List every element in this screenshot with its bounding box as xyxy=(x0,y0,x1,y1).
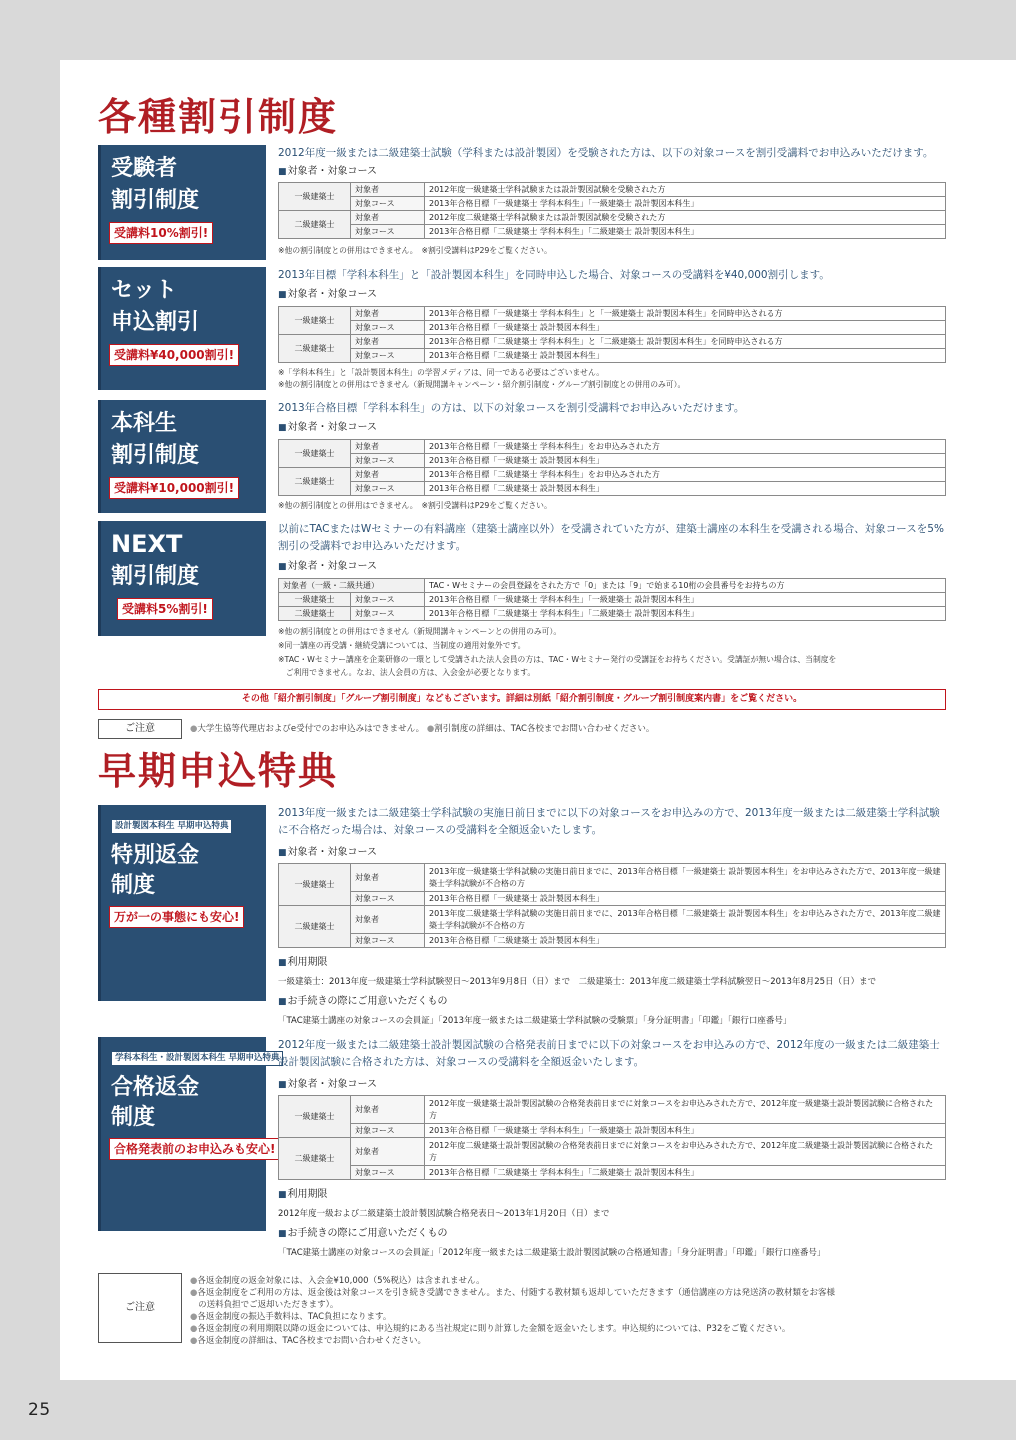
group-cell: 二級建築士 xyxy=(279,335,351,363)
role-cell: 対象コース xyxy=(351,593,425,607)
discount-block-student xyxy=(98,400,946,515)
note-line: ※他の割引制度との併用はできません。 ※割引受講料はP29をご覧ください。 xyxy=(278,246,552,255)
discount-badge: 受講料5%割引! xyxy=(117,598,213,620)
bullet-icon: ● xyxy=(190,1288,198,1298)
discount-badge: 受講料¥10,000割引! xyxy=(109,477,239,499)
role-cell: 対象コース xyxy=(351,197,425,211)
table-row xyxy=(279,454,946,468)
table-row xyxy=(279,183,946,197)
content-cell: 2013年合格目標「二級建築士 学科本科生」「二級建築士 設計製図本科生」 xyxy=(425,225,946,239)
content-cell: 2012年度二級建築士学科試験または設計製図試験を受験された方 xyxy=(425,211,946,225)
target-table xyxy=(278,1095,946,1180)
subhead: ■利用期限 xyxy=(278,957,328,968)
table-row xyxy=(279,335,946,349)
role-cell: 対象コース xyxy=(351,321,425,335)
discount-block-next xyxy=(98,521,946,683)
panel-title-line: 申込割引 xyxy=(111,310,200,335)
block-panel xyxy=(98,145,266,260)
role-cell: 対象者 xyxy=(351,1138,425,1166)
caution-item: ●各返金制度の返金対象には、入会金¥10,000（5%税込）は含まれません。 xyxy=(190,1276,485,1286)
lead-text: 2013年度一級または二級建築士学科試験の実施日前日までに以下の対象コースをお申込みの方で、2013年度一級または二級建築士学科試験に不合格だった場合は、対象コースの受講料を全額返金いたします。 xyxy=(278,807,940,836)
caution-item: の送料負担でご返却いただきます）。 xyxy=(198,1300,339,1310)
block-panel xyxy=(98,521,266,636)
caution-item: ●各返金制度の利用期限以降の返金については、申込規約にある当社規定に則り計算した金額を返金いたします。申込規約については、P32をご覧ください。 xyxy=(190,1324,791,1334)
early-badge: 万が一の事態にも安心! xyxy=(109,906,244,928)
lead-text: 以前にTACまたはWセミナーの有料講座（建築士講座以外）を受講されていた方が、建築士講座の本科生を受講される場合、対象コースを5%割引の受講料でお申込みいただけます。 xyxy=(278,523,944,552)
bullet-icon: ● xyxy=(190,1276,198,1286)
early-badge: 合格発表前のお申込みも安心! xyxy=(109,1138,280,1160)
table-row xyxy=(279,197,946,211)
content-cell: 2013年合格目標「二級建築士 学科本科生」「二級建築士 設計製図本科生」 xyxy=(425,607,946,621)
caution-item: ●各返金制度の詳細は、TAC各校までお問い合わせください。 xyxy=(190,1336,427,1346)
group-cell: 一級建築士 xyxy=(279,440,351,468)
page-number: 25 xyxy=(28,1400,51,1420)
content-cell: 2013年合格目標「二級建築士 学科本科生」「二級建築士 設計製図本科生」 xyxy=(425,1166,946,1180)
panel-title-line: 制度 xyxy=(111,1105,156,1130)
subhead: ■利用期限 xyxy=(278,1189,328,1200)
panel-title-line: セット xyxy=(111,278,178,303)
group-cell: 二級建築士 xyxy=(279,906,351,948)
role-cell: 対象コース xyxy=(351,607,425,621)
group-cell: 二級建築士 xyxy=(279,1138,351,1180)
role-cell: 対象コース xyxy=(351,1166,425,1180)
early-block-special-refund xyxy=(98,805,946,1031)
target-table xyxy=(278,578,946,621)
role-cell: 対象者 xyxy=(351,307,425,321)
group-cell: 二級建築士 xyxy=(279,468,351,496)
role-cell: 対象コース xyxy=(351,934,425,948)
role-cell: 対象コース xyxy=(351,225,425,239)
table-row xyxy=(279,482,946,496)
subhead: ■対象者・対象コース xyxy=(278,561,378,572)
subhead: ■対象者・対象コース xyxy=(278,289,378,300)
block-panel xyxy=(98,267,266,390)
table-row xyxy=(279,321,946,335)
table-row xyxy=(279,593,946,607)
content-cell: 2012年度二級建築士設計製図試験の合格発表前日までに対象コースをお申込みされた方で、2012年度二級建築士設計製図試験に合格された方 xyxy=(425,1138,946,1166)
content-cell: 2013年合格目標「二級建築士 設計製図本科生」 xyxy=(425,482,946,496)
content-cell: 2013年合格目標「一級建築士 学科本科生」と「一級建築士 設計製図本科生」を同時申込される方 xyxy=(425,307,946,321)
discount-badge: 受講料10%割引! xyxy=(109,222,213,244)
lead-text: 2012年度一級または二級建築士設計製図試験の合格発表前日までに以下の対象コースをお申込みの方で、2012年度の一級または二級建築士設計製図試験に合格された方は、対象コースの受講料を全額返金いたします。 xyxy=(278,1039,940,1068)
table-row xyxy=(279,1138,946,1166)
group-cell: 一級建築士 xyxy=(279,183,351,211)
group-cell: 一級建築士 xyxy=(279,864,351,906)
role-cell: 対象コース xyxy=(351,892,425,906)
block-panel xyxy=(98,400,266,513)
table-row xyxy=(279,906,946,934)
docs-text: 「TAC建築士講座の対象コースの会員証」「2013年度一級または二級建築士学科試験の受験票」「身分証明書」「印鑑」「銀行口座番号」 xyxy=(278,1016,792,1026)
table-row xyxy=(279,579,946,593)
role-cell: 対象者 xyxy=(351,864,425,892)
role-cell: 対象コース xyxy=(351,482,425,496)
docs-text: 「TAC建築士講座の対象コースの会員証」「2012年度一級または二級建築士設計製図試験の合格通知書」「身分証明書」「印鑑」「銀行口座番号」 xyxy=(278,1248,826,1258)
panel-title-line: NEXT xyxy=(111,530,183,558)
note-line: ※他の割引制度との併用はできません（新規開講キャンペーンとの併用のみ可）。 xyxy=(278,627,562,636)
role-cell: 対象者 xyxy=(351,440,425,454)
caution-list xyxy=(190,1275,835,1347)
content-cell: 2013年合格目標「二級建築士 学科本科生」をお申込みされた方 xyxy=(425,468,946,482)
target-table xyxy=(278,306,946,363)
note-line: ※同一講座の再受講・継続受講については、当制度の適用対象外です。 xyxy=(278,641,526,650)
group-cell: 二級建築士 xyxy=(279,607,351,621)
subhead: ■対象者・対象コース xyxy=(278,422,378,433)
caution-text: ●大学生協等代理店およびe受付でのお申込みはできません。 ●割引制度の詳細は、TAC各校までお問い合わせください。 xyxy=(190,724,655,734)
bullet-icon: ● xyxy=(190,724,198,734)
caution-label: ご注意 xyxy=(98,719,182,739)
group-cell: 二級建築士 xyxy=(279,211,351,239)
group-cell: 一級建築士 xyxy=(279,1096,351,1138)
table-row xyxy=(279,225,946,239)
panel-title-line: 割引制度 xyxy=(111,443,200,468)
table-row xyxy=(279,1096,946,1124)
role-cell: 対象コース xyxy=(351,1124,425,1138)
table-row xyxy=(279,607,946,621)
role-cell: 対象者 xyxy=(351,1096,425,1124)
content-cell: 2013年合格目標「二級建築士 設計製図本科生」 xyxy=(425,349,946,363)
group-cell: 一級建築士 xyxy=(279,593,351,607)
note-line: ※「学科本科生」と「設計製図本科生」の学習メディアは、同一である必要はございません。 xyxy=(278,368,605,377)
content-cell: 2012年度一級建築士設計製図試験の合格発表前日までに対象コースをお申込みされた方で、2012年度一級建築士設計製図試験に合格された方 xyxy=(425,1096,946,1124)
content-cell: 2013年度一級建築士学科試験の実施日前日までに、2013年合格目標「一級建築士 設計製図本科生」をお申込みされた方で、2013年度一級建築士学科試験が不合格の方 xyxy=(425,864,946,892)
table-row xyxy=(279,864,946,892)
table-row xyxy=(279,1124,946,1138)
period-text: 2012年度一級および二級建築士設計製図試験合格発表日～2013年1月20日（日）まで xyxy=(278,1209,610,1219)
note-line: ※TAC・Wセミナー講座を企業研修の一環として受講された法人会員の方は、TAC・Wセミナー発行の受講証をお持ちください。受講証が無い場合は、当制度を xyxy=(278,655,837,664)
discount-badge: 受講料¥40,000割引! xyxy=(109,344,239,366)
discount-block-set xyxy=(98,267,946,392)
table-row xyxy=(279,934,946,948)
panel-title-line: 特別返金 xyxy=(111,843,200,868)
content-cell: 2013年合格目標「二級建築士 学科本科生」と「二級建築士 設計製図本科生」を同時申込される方 xyxy=(425,335,946,349)
caution-item: ●各返金制度の振込手数料は、TAC負担になります。 xyxy=(190,1312,392,1322)
role-cell: 対象コース xyxy=(351,454,425,468)
target-table xyxy=(278,182,946,239)
note-line: ※他の割引制度との併用はできません（新規開講キャンペーン・紹介割引制度・グループ割引制度との併用のみ可）。 xyxy=(278,380,686,389)
table-row xyxy=(279,468,946,482)
other-discounts-banner: その他「紹介割引制度」「グループ割引制度」などもございます。詳細は別紙「紹介割引制度・グループ割引制度案内書」をご覧ください。 xyxy=(98,689,946,710)
content-cell: 2013年合格目標「一級建築士 学科本科生」をお申込みされた方 xyxy=(425,440,946,454)
content-cell: 2013年合格目標「一級建築士 設計製図本科生」 xyxy=(425,892,946,906)
content-cell: 2013年合格目標「二級建築士 設計製図本科生」 xyxy=(425,934,946,948)
target-table xyxy=(278,863,946,948)
panel-title-line: 割引制度 xyxy=(111,564,200,589)
subhead: ■お手続きの際にご用意いただくもの xyxy=(278,1228,448,1239)
bullet-icon: ● xyxy=(190,1336,198,1346)
group-cell: 一級建築士 xyxy=(279,307,351,335)
panel-title-line: 制度 xyxy=(111,873,156,898)
content-cell: 2013年合格目標「一級建築士 学科本科生」「一級建築士 設計製図本科生」 xyxy=(425,1124,946,1138)
block-panel xyxy=(98,1037,280,1231)
role-cell: 対象コース xyxy=(351,349,425,363)
table-row xyxy=(279,892,946,906)
early-block-pass-refund xyxy=(98,1037,946,1262)
table-row xyxy=(279,211,946,225)
note-line: ※他の割引制度との併用はできません。 ※割引受講料はP29をご覧ください。 xyxy=(278,501,552,510)
lead-text: 2012年度一級または二級建築士試験（学科または設計製図）を受験された方は、以下の対象コースを割引受講料でお申込みいただけます。 xyxy=(278,147,934,159)
content-cell: 2013年合格目標「一級建築士 学科本科生」「一級建築士 設計製図本科生」 xyxy=(425,197,946,211)
table-row xyxy=(279,349,946,363)
table-row xyxy=(279,1166,946,1180)
block-panel xyxy=(98,805,266,1001)
bullet-icon: ● xyxy=(426,724,435,734)
subhead: ■お手続きの際にご用意いただくもの xyxy=(278,996,448,1007)
subhead: ■対象者・対象コース xyxy=(278,166,378,177)
caution-item: ●各返金制度をご利用の方は、返金後は対象コースを引き続き受講できません。また、付随する教材類も返却していただきます（通信講座の方は発送済の教材類をお客様 xyxy=(190,1288,836,1298)
target-table xyxy=(278,439,946,496)
early-tag: 設計製図本科生 早期申込特典 xyxy=(111,819,232,834)
subhead: ■対象者・対象コース xyxy=(278,1079,378,1090)
section-title-discount: 各種割引制度 xyxy=(98,95,339,139)
table-row xyxy=(279,307,946,321)
note-line: ご利用できません。なお、法人会員の方は、入会金が必要となります。 xyxy=(278,668,536,677)
content-cell: 2013年度二級建築士学科試験の実施日前日までに、2013年合格目標「二級建築士 設計製図本科生」をお申込みされた方で、2013年度二級建築士学科試験が不合格の方 xyxy=(425,906,946,934)
caution-label: ご注意 xyxy=(98,1273,182,1343)
content-cell: 2013年合格目標「一級建築士 学科本科生」「一級建築士 設計製図本科生」 xyxy=(425,593,946,607)
section-title-early: 早期申込特典 xyxy=(98,749,339,793)
bullet-icon: ● xyxy=(190,1312,198,1322)
panel-title-line: 本科生 xyxy=(111,411,178,436)
role-cell: 対象者 xyxy=(351,183,425,197)
role-cell: 対象者 xyxy=(351,468,425,482)
lead-text: 2013年目標「学科本科生」と「設計製図本科生」を同時申込した場合、対象コースの受講料を¥40,000割引します。 xyxy=(278,269,830,281)
bullet-icon: ● xyxy=(190,1324,198,1334)
content-cell: 2013年合格目標「一級建築士 設計製図本科生」 xyxy=(425,454,946,468)
content-cell: 2013年合格目標「一級建築士 設計製図本科生」 xyxy=(425,321,946,335)
panel-title-line: 受験者 xyxy=(111,156,178,181)
discount-block-examinee xyxy=(98,145,946,260)
role-cell: 対象者 xyxy=(351,211,425,225)
panel-title-line: 割引制度 xyxy=(111,188,200,213)
role-cell: 対象者 xyxy=(351,906,425,934)
lead-text: 2013年合格目標「学科本科生」の方は、以下の対象コースを割引受講料でお申込みいただけます。 xyxy=(278,402,745,414)
table-row xyxy=(279,440,946,454)
subhead: ■対象者・対象コース xyxy=(278,847,378,858)
group-cell: 対象者（一級・二級共通） xyxy=(279,579,425,593)
period-text: 一級建築士：2013年度一級建築士学科試験翌日～2013年9月8日（日）まで 二級建築士：2013年度二級建築士学科試験翌日～2013年8月25日（日）まで xyxy=(278,977,877,987)
content-cell: 2012年度一級建築士学科試験または設計製図試験を受験された方 xyxy=(425,183,946,197)
content-cell: TAC・Wセミナーの会員登録をされた方で「0」または「9」で始まる10桁の会員番号をお持ちの方 xyxy=(425,579,946,593)
early-tag: 学科本科生・設計製図本科生 早期申込特典 xyxy=(111,1051,283,1066)
panel-title-line: 合格返金 xyxy=(111,1075,200,1100)
role-cell: 対象者 xyxy=(351,335,425,349)
